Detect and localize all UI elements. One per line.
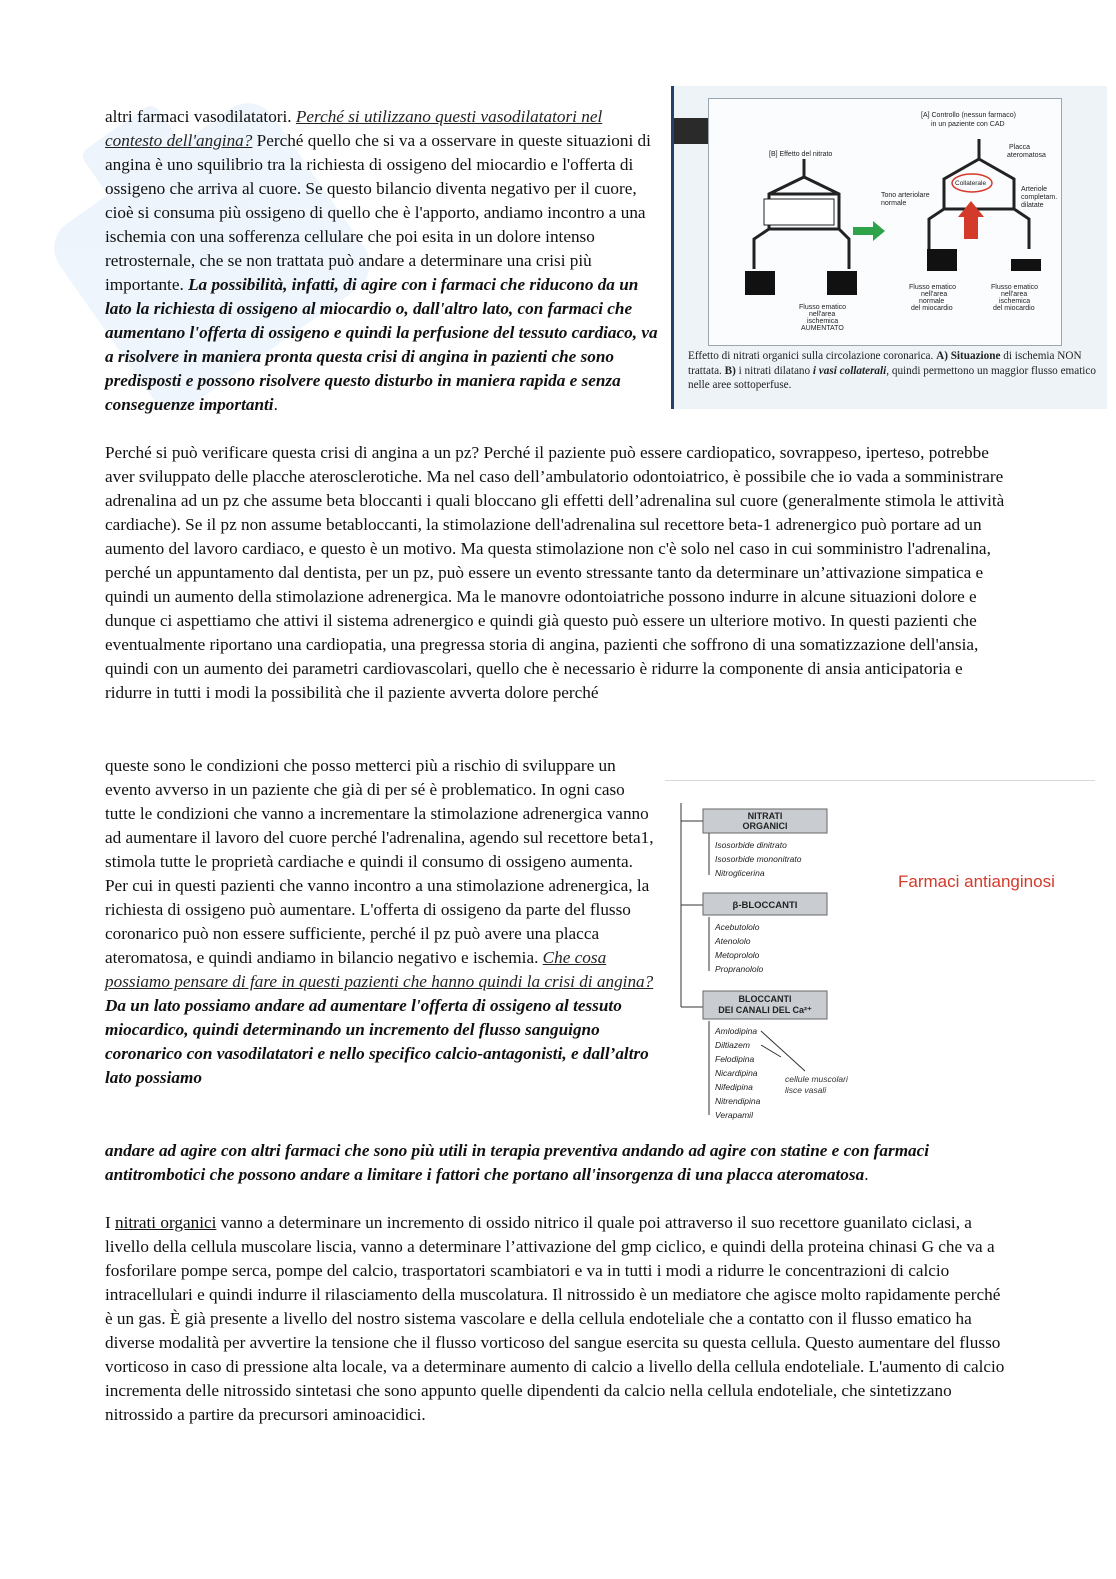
red-arrow-icon bbox=[958, 201, 984, 239]
label-arteriole: Arteriole bbox=[1021, 186, 1048, 193]
group2-label: β-BLOCCANTI bbox=[732, 900, 798, 911]
tank-a-right bbox=[1011, 259, 1041, 271]
group3-line1: BLOCCANTI bbox=[738, 994, 792, 1004]
note-line1: cellule muscolari bbox=[785, 1074, 848, 1084]
drug-item: Metoprololo bbox=[715, 950, 760, 960]
bold-statement: Da un lato possiamo andare ad aumentare l'offerta di ossigeno al tessuto miocardico, quindi determinando un incremento del flusso sanguigno coronarico con vasodilatatori e nello specifico calcio-antagonisti, e dall’altro lato possiamo bbox=[105, 996, 649, 1087]
paragraph-top-narrow: altri farmaci vasodilatatori. Perché si utilizzano questi vasodilatatori nel contesto dell'angina? Perché quello che si va a osservare in queste situazioni di angina è uno squilibrio tra la richiesta di ossigeno del miocardio e l'offerta di ossigeno che arriva al cuore. Se questo bilancio diventa negativo per il cuore, cioè si consuma più ossigeno di quello che è l'apporto, andiamo incontro a una ischemia con una sofferenza cellulare che poi esita in un dolore intenso retrosternale, che se non trattata può andare a determinare una crisi più importante. La possibilità, infatti, di agire con i farmaci che riducono da un lato la richiesta di ossigeno al miocardio o, dall'altro lato, con farmaci che aumentano l'offerta di ossigeno e quindi la perfusione del tessuto cardiaco, va a risolvere in maniera pronta questa crisi di angina in pazienti che sono predisposti e possono risolvere questo disturbo in maniera rapida e senza conseguenze importanti. bbox=[105, 107, 658, 414]
label-a: [A] Controllo (nessun farmaco) bbox=[921, 112, 1016, 119]
drug-tree-diagram bbox=[665, 781, 1095, 1127]
drug-item: Propranololo bbox=[715, 964, 764, 974]
text-run: queste sono le condizioni che posso metterci più a rischio di sviluppare un evento avverso in un paziente che già di per sé è problematico. In ogni caso tutte le condizioni che vanno a incrementare la stimolazione adrenergica vanno ad aumentare il lavoro del cuore perché l'adrenalina, agendo sul recettore beta1, stimola tutte le proprietà cardiache e quindi il consumo di ossigeno aumenta. Per cui in questi pazienti che vanno incontro a una stimolazione adrenergica, la richiesta di ossigeno può aumentare. L'offerta di ossigeno da parte del flusso coronarico può non essere sufficiente, perché il pz può avere una placca ateromatosa, e quindi andiamo in bilancio negativo e ischemia. bbox=[105, 756, 654, 967]
drug-item: Amlodipina bbox=[715, 1026, 758, 1036]
drug-item: Isosorbide mononitrato bbox=[715, 854, 802, 864]
tank-b-left bbox=[745, 271, 775, 295]
label-flusso-n4: del miocardio bbox=[911, 305, 953, 312]
label-collaterale: Collaterale bbox=[955, 180, 987, 187]
drug-item: Isosorbide dinitrato bbox=[715, 840, 787, 850]
group1-line1: NITRATI bbox=[747, 811, 783, 821]
label-tono2: normale bbox=[881, 200, 907, 207]
figure-farmaci-antianginosi bbox=[665, 780, 1095, 1127]
group1-line2: ORGANICI bbox=[742, 821, 788, 831]
drug-item: Verapamil bbox=[715, 1110, 753, 1120]
label-b: [B] Effetto del nitrato bbox=[769, 151, 833, 158]
drug-item: Nifedipina bbox=[715, 1082, 753, 1092]
collateral-box-dilated bbox=[764, 199, 834, 225]
figure-caption: Effetto di nitrati organici sulla circolazione coronarica. A) Situazione di ischemia NON trattata. B) i nitrati dilatano i vasi collaterali, quindi permettono un maggior flusso ematico nelle aree sottoperfuse. bbox=[688, 350, 1096, 391]
figure-title: Farmaci antianginosi bbox=[898, 872, 1055, 891]
label-flusso-n1: Flusso ematico bbox=[909, 284, 957, 291]
green-arrow-icon bbox=[853, 221, 885, 241]
label-tono: Tono arteriolare bbox=[881, 192, 930, 199]
label-arteriole2: completam. bbox=[1021, 194, 1058, 201]
label-flusso-n2: nell'area bbox=[921, 291, 948, 298]
paragraph-mid-continuation: andare ad agire con altri farmaci che sono più utili in terapia preventiva andando ad agire con statine e con farmaci antitrombotici che possono andare a limitare i fattori che portano all'insorgenza di una placca ateromatosa. bbox=[105, 1141, 930, 1184]
label-flusso-b1: Flusso ematico bbox=[799, 304, 847, 311]
text-run: vanno a determinare un incremento di ossido nitrico il quale poi attraverso il suo recettore guanilato ciclasi, a livello della cellula muscolare liscia, vanno a determinare l’attivazione del gmp ciclico, e quindi della proteina chinasi G che va a fosforilare pompe serca, pompe del calcio, trasportatori scambiatori e va in tutti i modi a ridurre le concentrazioni di calcio intracellulari e quindi indurre il rilasciamento della muscolatura. Il nitrossido è un mediatore che agisce molto rapidamente perché è un gas. È già presente a livello del nostro sistema vascolare e della cellula endoteliale che a contatto con il flusso ematico ha diverse modalità per avvertire la tensione che il flusso vorticoso del sangue esercita su questa cellula. Questo aumentare del flusso vorticoso in caso di pressione alta locale, va a determinare aumento di calcio a livello della cellula endoteliale. L'aumento di calcio incrementa delle nitrossido sintetasi che sono appunto quelle dipendenti da calcio nella cellula endoteliale, che sintetizzano nitrossido a partire da precursori aminoacidici. bbox=[105, 1213, 1005, 1424]
question-link: Che cosa possiamo pensare di fare in questi pazienti che hanno quindi la crisi di angina? bbox=[105, 948, 654, 991]
coronary-diagram bbox=[709, 99, 1061, 345]
label-placca2: ateromatosa bbox=[1007, 152, 1046, 159]
figure-dark-tab bbox=[674, 118, 712, 144]
text-run: altri farmaci vasodilatatori. bbox=[105, 107, 296, 126]
drug-item: Acebutololo bbox=[715, 922, 760, 932]
label-flusso-i1: Flusso ematico bbox=[991, 284, 1039, 291]
paragraph-text: Perché si può verificare questa crisi di angina a un pz? Perché il paziente può essere cardiopatico, sovrappeso, iperteso, potrebbe aver sviluppato delle placche aterosclerotiche. Ma nel caso dell’ambulatorio odontoiatrico, è possibile che io vada a somministrare adrenalina ad un pz che assume beta bloccanti i quali bloccano gli effetti dell’adrenalina sul cuore (generalmente stimola le attività cardiache). Se il pz non assume betabloccanti, la stimolazione dell'adrenalina sul recettore beta-1 adrenergico può portare ad un aumento del lavoro cardiaco, e questo è un motivo. Ma questa stimolazione non c'è solo nel caso in cui somministro l'adrenalina, perché un appuntamento dal dentista, per un pz, può essere un evento stressante tanto da determinare un’attivazione simpatica e quindi un aumento della stimolazione adrenergica. Ma le manovre odontoiatriche possono indurre in alcune situazioni dolore e dunque ci aspettiamo che attivi il sistema adrenergico e quindi già questo può essere un ulteriore motivo. In questi pazienti che eventualmente riportano una cardiopatia, una pregressa storia di angina, pazienti che soffrono di una somatizzazione dell'ansia, quindi con un aumento dei parametri cardiovascolari, quello che è necessario è ridurre la componente di ansia anticipatoria e ridurre in tutti i modi la possibilità che il paziente avverta dolore perché bbox=[105, 443, 1005, 702]
tank-b-right bbox=[827, 271, 857, 295]
term-nitrati-organici: nitrati organici bbox=[115, 1213, 217, 1232]
label-placca: Placca bbox=[1009, 144, 1031, 151]
label-flusso-b4: AUMENTATO bbox=[801, 325, 844, 332]
bold-statement: andare ad agire con altri farmaci che sono più utili in terapia preventiva andando ad agire con statine e con farmaci antitrombotici che possono andare a limitare i fattori che portano all'insorgenza di una placca ateromatosa bbox=[105, 1141, 930, 1184]
drug-item: Diltiazem bbox=[715, 1040, 750, 1050]
label-flusso-i2: nell'area bbox=[1001, 291, 1028, 298]
drug-item: Atenololo bbox=[715, 936, 751, 946]
tank-a-left bbox=[927, 249, 957, 271]
group3-line2: DEI CANALI DEL Ca²⁺ bbox=[718, 1005, 812, 1015]
label-flusso-i4: del miocardio bbox=[993, 305, 1035, 312]
label-flusso-i3: ischemica bbox=[999, 298, 1031, 305]
paragraph-mid-narrow bbox=[105, 754, 657, 1090]
drug-item: Nitroglicerina bbox=[715, 868, 765, 878]
drug-item: Felodipina bbox=[715, 1054, 755, 1064]
paragraph-nitrati: I nitrati organici vanno a determinare un incremento di ossido nitrico il quale poi attraverso il suo recettore guanilato ciclasi, a livello della cellula muscolare liscia, vanno a determinare l’attivazione del gmp ciclico, e quindi della proteina chinasi G che va a fosforilare pompe serca, pompe del calcio, trasportatori scambiatori e va in tutti i modi a ridurre le concentrazioni di calcio intracellulari e quindi indurre il rilasciamento della muscolatura. Il nitrossido è un mediatore che agisce molto rapidamente perché è un gas. È già presente a livello del nostro sistema vascolare e della cellula endoteliale che a contatto con il flusso ematico ha diverse modalità per avvertire la tensione che il flusso vorticoso del sangue esercita su questa cellula. Questo aumentare del flusso vorticoso in caso di pressione alta locale, va a determinare aumento di calcio a livello della cellula endoteliale. L'aumento di calcio incrementa delle nitrossido sintetasi che sono appunto quelle dipendenti da calcio nella cellula endoteliale, che sintetizzano nitrossido a partire da precursori aminoacidici. bbox=[105, 1213, 1005, 1424]
label-flusso-b2: nell'area bbox=[809, 311, 836, 318]
note-line2: lisce vasali bbox=[785, 1085, 827, 1095]
text-run: Perché quello che si va a osservare in queste situazioni di angina è uno squilibrio tra la richiesta di ossigeno del miocardio e l'offerta di ossigeno che arriva al cuore. Se questo bilancio diventa negativo per il cuore, cioè si consuma più ossigeno di quello che è l'apporto, andiamo incontro a una ischemia con una sofferenza cellulare che poi esita in un dolore intenso retrosternale, che se non trattata può andare a determinare una crisi più importante. bbox=[105, 131, 651, 294]
figure-diagram-frame bbox=[708, 98, 1062, 346]
label-flusso-b3: ischemica bbox=[807, 318, 839, 325]
label-a2: in un paziente con CAD bbox=[931, 121, 1005, 128]
drug-item: Nitrendipina bbox=[715, 1096, 761, 1106]
bold-statement: La possibilità, infatti, di agire con i farmaci che riducono da un lato la richiesta di ossigeno al miocardio o, dall'altro lato, con farmaci che aumentano l'offerta di ossigeno e quindi la perfusione del tessuto cardiaco, va a risolvere in maniera pronta questa crisi di angina in pazienti che sono predisposti e possono risolvere questo disturbo in maniera rapida e senza conseguenze importanti bbox=[105, 275, 658, 414]
label-arteriole3: dilatate bbox=[1021, 202, 1044, 209]
paragraph-mid-full bbox=[105, 441, 1005, 705]
label-flusso-n3: normale bbox=[919, 298, 945, 305]
drug-item: Nicardipina bbox=[715, 1068, 758, 1078]
question-link: Perché si utilizzano questi vasodilatatori nel contesto dell'angina? bbox=[105, 107, 603, 150]
